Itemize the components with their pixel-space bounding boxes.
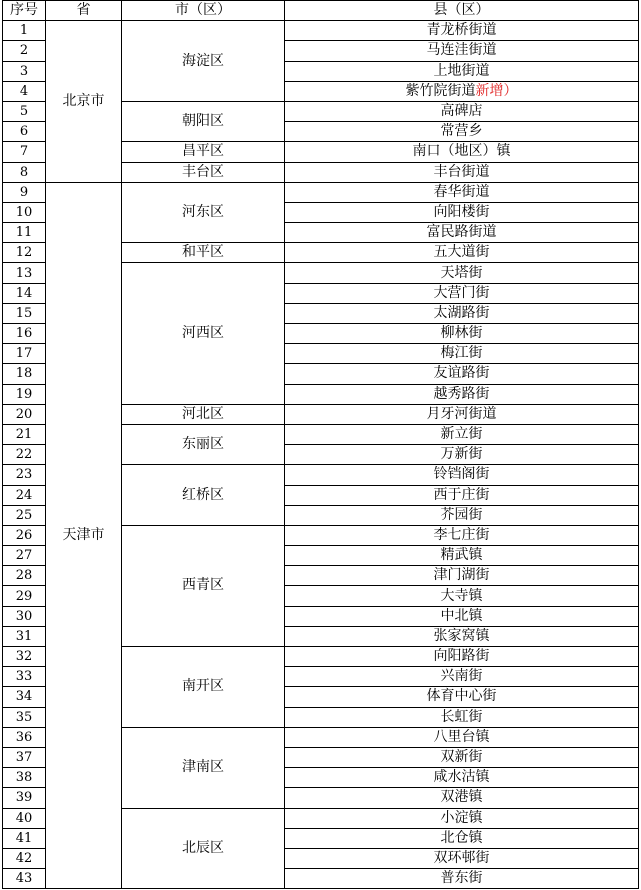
seq-cell: 9 xyxy=(3,182,46,202)
county-cell xyxy=(285,727,639,747)
county-name: 富民路街道 xyxy=(426,224,497,241)
county-name: 北仓镇 xyxy=(440,829,483,846)
county-cell xyxy=(285,667,639,687)
city-cell: 西青区 xyxy=(122,525,285,646)
city-cell: 红桥区 xyxy=(122,465,285,526)
table-row xyxy=(3,21,639,41)
county-cell xyxy=(285,808,639,828)
seq-cell: 10 xyxy=(3,202,46,222)
seq-cell: 19 xyxy=(3,384,46,404)
seq-cell: 14 xyxy=(3,283,46,303)
seq-cell: 5 xyxy=(3,101,46,121)
county-cell xyxy=(285,647,639,667)
county-cell xyxy=(285,546,639,566)
county-cell xyxy=(285,243,639,263)
county-cell xyxy=(285,424,639,444)
header-city: 市（区） xyxy=(122,1,285,21)
county-cell xyxy=(285,81,639,101)
county-name: 常营乡 xyxy=(440,123,483,140)
city-cell: 东丽区 xyxy=(122,424,285,464)
county-name: 太湖路街 xyxy=(433,304,490,321)
seq-cell: 31 xyxy=(3,626,46,646)
county-cell xyxy=(285,566,639,586)
county-cell xyxy=(285,707,639,727)
seq-cell: 18 xyxy=(3,364,46,384)
county-cell xyxy=(285,61,639,81)
county-name: 友谊路街 xyxy=(433,365,490,382)
header-seq: 序号 xyxy=(3,1,46,21)
county-name: 南口（地区）镇 xyxy=(412,143,511,160)
county-name: 春华街道 xyxy=(433,183,490,200)
county-cell xyxy=(285,788,639,808)
county-name: 中北镇 xyxy=(440,607,483,624)
county-cell xyxy=(285,41,639,61)
city-cell: 南开区 xyxy=(122,647,285,728)
seq-cell: 3 xyxy=(3,61,46,81)
county-name: 大营门街 xyxy=(433,284,490,301)
seq-cell: 21 xyxy=(3,424,46,444)
county-name: 高碑店 xyxy=(440,103,483,120)
county-name: 咸水沽镇 xyxy=(433,769,490,786)
seq-cell: 42 xyxy=(3,848,46,868)
county-cell xyxy=(285,525,639,545)
seq-cell: 26 xyxy=(3,525,46,545)
seq-cell: 13 xyxy=(3,263,46,283)
seq-cell: 15 xyxy=(3,303,46,323)
seq-cell: 22 xyxy=(3,445,46,465)
county-cell xyxy=(285,485,639,505)
county-cell xyxy=(285,626,639,646)
county-cell xyxy=(285,747,639,767)
county-name: 八里台镇 xyxy=(433,728,490,745)
seq-cell: 23 xyxy=(3,465,46,485)
county-cell xyxy=(285,324,639,344)
county-name: 芥园街 xyxy=(440,506,483,523)
seq-cell: 24 xyxy=(3,485,46,505)
seq-cell: 2 xyxy=(3,41,46,61)
seq-cell: 37 xyxy=(3,747,46,767)
county-cell xyxy=(285,162,639,182)
seq-cell: 40 xyxy=(3,808,46,828)
county-name: 大寺镇 xyxy=(440,587,483,604)
city-cell: 丰台区 xyxy=(122,162,285,182)
county-name: 小淀镇 xyxy=(440,809,483,826)
region-table xyxy=(2,0,639,889)
seq-cell: 38 xyxy=(3,768,46,788)
province-cell: 北京市 xyxy=(46,21,122,183)
county-cell xyxy=(285,283,639,303)
seq-cell: 6 xyxy=(3,122,46,142)
header-row xyxy=(3,1,639,21)
county-name: 向阳楼街 xyxy=(433,203,490,220)
county-name: 月牙河街道 xyxy=(426,405,497,422)
county-name: 西于庄街 xyxy=(433,486,490,503)
seq-cell: 35 xyxy=(3,707,46,727)
county-name: 兴南街 xyxy=(440,668,483,685)
county-cell xyxy=(285,182,639,202)
new-tag: 新增） xyxy=(475,82,518,99)
county-name: 李七庄街 xyxy=(433,526,490,543)
table-row xyxy=(3,182,639,202)
county-name: 五大道街 xyxy=(433,244,490,261)
seq-cell: 27 xyxy=(3,546,46,566)
county-name: 紫竹院街道 xyxy=(405,82,476,99)
county-cell xyxy=(285,344,639,364)
seq-cell: 1 xyxy=(3,21,46,41)
county-cell xyxy=(285,606,639,626)
seq-cell: 28 xyxy=(3,566,46,586)
seq-cell: 8 xyxy=(3,162,46,182)
county-name: 越秀路街 xyxy=(433,385,490,402)
seq-cell: 39 xyxy=(3,788,46,808)
county-name: 双环邨街 xyxy=(433,849,490,866)
county-name: 双新街 xyxy=(440,749,483,766)
county-name: 新立街 xyxy=(440,426,483,443)
header-county: 县（区） xyxy=(285,1,639,21)
county-cell xyxy=(285,202,639,222)
county-cell xyxy=(285,122,639,142)
county-name: 万新街 xyxy=(440,446,483,463)
city-cell: 海淀区 xyxy=(122,21,285,102)
city-cell: 河西区 xyxy=(122,263,285,404)
county-cell xyxy=(285,142,639,162)
seq-cell: 34 xyxy=(3,687,46,707)
seq-cell: 25 xyxy=(3,505,46,525)
county-cell xyxy=(285,869,639,889)
county-cell xyxy=(285,404,639,424)
seq-cell: 16 xyxy=(3,324,46,344)
city-cell: 津南区 xyxy=(122,727,285,808)
seq-cell: 20 xyxy=(3,404,46,424)
county-cell xyxy=(285,364,639,384)
county-name: 精武镇 xyxy=(440,547,483,564)
county-name: 长虹街 xyxy=(440,708,483,725)
seq-cell: 11 xyxy=(3,223,46,243)
county-cell xyxy=(285,303,639,323)
seq-cell: 30 xyxy=(3,606,46,626)
county-name: 马连洼街道 xyxy=(426,42,497,59)
city-cell: 河北区 xyxy=(122,404,285,424)
county-name: 天塔街 xyxy=(440,264,483,281)
header-province: 省 xyxy=(46,1,122,21)
county-name: 上地街道 xyxy=(433,62,490,79)
seq-cell: 41 xyxy=(3,828,46,848)
seq-cell: 32 xyxy=(3,647,46,667)
county-name: 丰台街道 xyxy=(433,163,490,180)
seq-cell: 33 xyxy=(3,667,46,687)
county-cell xyxy=(285,263,639,283)
county-cell xyxy=(285,768,639,788)
county-cell xyxy=(285,101,639,121)
seq-cell: 29 xyxy=(3,586,46,606)
city-cell: 北辰区 xyxy=(122,808,285,889)
county-cell xyxy=(285,384,639,404)
county-cell xyxy=(285,465,639,485)
county-cell xyxy=(285,505,639,525)
county-cell xyxy=(285,848,639,868)
city-cell: 和平区 xyxy=(122,243,285,263)
county-cell xyxy=(285,21,639,41)
county-name: 铃铛阁街 xyxy=(433,466,490,483)
county-name: 体育中心街 xyxy=(426,688,497,705)
seq-cell: 7 xyxy=(3,142,46,162)
province-cell: 天津市 xyxy=(46,182,122,889)
county-name: 双港镇 xyxy=(440,789,483,806)
seq-cell: 17 xyxy=(3,344,46,364)
county-cell xyxy=(285,223,639,243)
county-cell xyxy=(285,828,639,848)
seq-cell: 36 xyxy=(3,727,46,747)
county-name: 青龙桥街道 xyxy=(426,22,497,39)
county-name: 向阳路街 xyxy=(433,648,490,665)
seq-cell: 43 xyxy=(3,869,46,889)
county-cell xyxy=(285,445,639,465)
county-name: 普东街 xyxy=(440,870,483,887)
county-name: 津门湖街 xyxy=(433,567,490,584)
city-cell: 朝阳区 xyxy=(122,101,285,141)
seq-cell: 4 xyxy=(3,81,46,101)
county-cell xyxy=(285,586,639,606)
city-cell: 昌平区 xyxy=(122,142,285,162)
county-name: 柳林街 xyxy=(440,325,483,342)
county-name: 张家窝镇 xyxy=(433,627,490,644)
county-cell xyxy=(285,687,639,707)
county-name: 梅江街 xyxy=(440,345,483,362)
city-cell: 河东区 xyxy=(122,182,285,243)
seq-cell: 12 xyxy=(3,243,46,263)
